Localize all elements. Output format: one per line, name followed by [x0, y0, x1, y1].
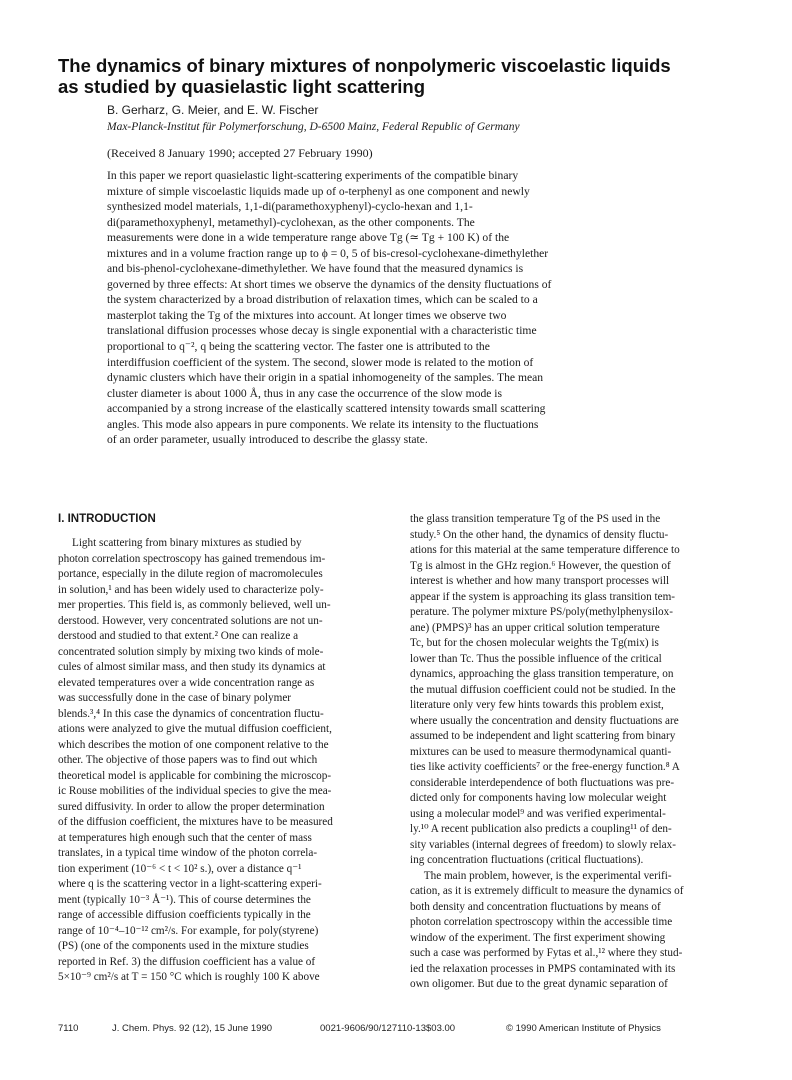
body-text-line: sity variables (internal degrees of freedom) to slowly relax-: [410, 838, 676, 851]
abstract-line: governed by three effects: At short times we observe the dynamics of the density fluctuations of: [107, 277, 552, 291]
abstract-line: dynamic clusters which have their origin in a spatial inhomogeneity of the samples. The mean: [107, 371, 544, 385]
body-text-line: ing concentration fluctuations (critical fluctuations).: [410, 854, 644, 866]
left-column: [58, 512, 384, 986]
body-text-line: ane) (PMPS)³ has an upper critical solution temperature: [410, 621, 660, 634]
abstract-line: mixture of simple viscoelastic liquids made up of o-terphenyl as one component and newly: [107, 184, 530, 198]
body-text-line: ic Rouse mobilities of the individual species to give the mea-: [58, 785, 332, 797]
received-dates: (Received 8 January 1990; accepted 27 February 1990): [107, 146, 373, 160]
abstract-line: mixtures and in a volume fraction range up to ϕ = 0, 5 of bis-cresol-cyclohexane-dimethylether: [107, 246, 549, 260]
body-text-line: using a molecular model⁹ and was verified experimental-: [410, 807, 666, 820]
body-text-line: mixtures can be used to measure thermodynamical quanti-: [410, 745, 672, 758]
author-affiliation: Max-Planck-Institut für Polymerforschung, D-6500 Mainz, Federal Republic of Germany: [107, 121, 520, 133]
body-text-line: other. The objective of those papers was to find out which: [58, 754, 318, 766]
abstract-line: interdiffusion coefficient of the system. The second, slower mode is related to the motion of: [107, 355, 534, 369]
body-text-line: ations were analyzed to give the mutual diffusion coefficient,: [58, 723, 332, 735]
body-text-line: literature only very few hints towards this problem exist,: [410, 699, 664, 711]
body-text-line: derstood and studied to that extent.² One can realize a: [58, 630, 299, 642]
body-text-line: concentrated solution simply by mixing two kinds of mole-: [58, 645, 324, 658]
body-text-line: Tc, but for the chosen molecular weights the Tg(mix) is: [410, 637, 659, 649]
body-text-line: at temperatures high enough such that the center of mass: [58, 831, 312, 844]
body-text-line: range of accessible diffusion coefficients typically in the: [58, 909, 311, 921]
body-text-line: mer properties. This field is, as commonly believed, well un-: [58, 599, 331, 611]
body-text-line: photon correlation spectroscopy has gained tremendous im-: [58, 552, 326, 565]
body-text-line: lower than Tc. Thus the possible influence of the critical: [410, 652, 662, 665]
abstract-line: In this paper we report quasielastic light-scattering experiments of the compatible binary: [107, 169, 519, 182]
body-text-line: 5×10⁻⁹ cm²/s at T = 150 °C which is roughly 100 K above: [58, 971, 320, 983]
body-text-line: sured diffusivity. In order to allow the proper determination: [58, 800, 325, 813]
body-text-line: assumed to be independent and light scattering from binary: [410, 730, 676, 742]
body-text-line: own oligomer. But due to the great dynamic separation of: [410, 978, 668, 990]
body-text-line: tion experiment (10⁻⁶ < t < 10² s.), over a distance q⁻¹: [58, 862, 302, 875]
abstract-line: synthesized model materials, 1,1-di(paramethoxyphenyl)-cyclo-hexan and 1,1-: [107, 200, 473, 214]
body-text-line: perature. The polymer mixture PS/poly(methylphenysilox-: [410, 606, 673, 618]
body-text-line: portance, especially in the dilute region of macromolecules: [58, 568, 323, 580]
title-line: The dynamics of binary mixtures of nonpolymeric viscoelastic liquids: [58, 55, 671, 76]
body-text-line: interest is whether and how many transport processes will: [410, 575, 670, 587]
journal-citation: J. Chem. Phys. 92 (12), 15 June 1990: [112, 1023, 273, 1034]
body-text-line: the glass transition temperature Tg of the PS used in the: [410, 513, 661, 525]
abstract-line: accompanied by a strong increase of the elastically scattered intensity towards small scattering: [107, 402, 546, 416]
article-code: 0021-9606/90/127110-13$03.00: [320, 1023, 456, 1034]
body-text-line: window of the experiment. The first experiment showing: [410, 931, 666, 944]
body-text-line: which describes the motion of one component relative to the: [58, 738, 329, 751]
body-text-line: of the diffusion coefficient, the mixtures have to be measured: [58, 816, 333, 828]
abstract-line: of an order parameter, usually introduced to describe the glassy state.: [107, 433, 428, 447]
abstract-line: masterplot taking the Tg of the mixtures into account. At longer times we observe two: [107, 308, 507, 322]
body-text-line: where usually the concentration and density fluctuations are: [410, 714, 679, 727]
page-number: 7110: [58, 1023, 79, 1034]
body-text-line: the mutual diffusion coefficient could not be studied. In the: [410, 683, 676, 696]
body-text-line: photon correlation spectroscopy within the accessible time: [410, 916, 673, 928]
body-text-line: ly.¹⁰ A recent publication also predicts a coupling¹¹ of den-: [410, 823, 672, 835]
body-text-line: translates, in a typical time window of the photon correla-: [58, 847, 318, 859]
body-text-line: considerable interdependence of both fluctuations was pre-: [410, 776, 675, 789]
abstract-line: the system characterized by a broad distribution of relaxation times, which can be scaled to a: [107, 293, 538, 307]
body-text-line: Light scattering from binary mixtures as studied by: [58, 537, 302, 549]
body-text-line: where q is the scattering vector in a light-scattering experi-: [58, 878, 322, 890]
abstract-line: measurements were done in a wide temperature range above Tg (≃ Tg + 100 K) of the: [107, 231, 510, 245]
body-text-line: ties like activity coefficients⁷ or the free-energy function.⁸ A: [410, 761, 680, 773]
abstract: [107, 168, 662, 448]
body-text-line: The main problem, however, is the experimental verifi-: [410, 869, 672, 882]
right-column: [410, 512, 736, 993]
section-heading: I. INTRODUCTION: [58, 513, 156, 525]
body-text-line: (PS) (one of the components used in the mixture studies: [58, 940, 309, 952]
body-text-line: dicted only for components having low molecular weight: [410, 792, 667, 804]
body-text-line: cation, as it is extremely difficult to measure the dynamics of: [410, 885, 684, 897]
abstract-line: proportional to q⁻², q being the scattering vector. The faster one is attributed to the: [107, 340, 490, 354]
abstract-line: and bis-phenol-cyclohexane-dimethylether. We have found that the measured dynamics is: [107, 262, 524, 276]
body-text-line: theoretical model is applicable for combining the microscop-: [58, 769, 332, 782]
body-text-line: Tg is almost in the GHz region.⁶ However, the question of: [410, 559, 671, 572]
abstract-line: angles. This mode also appears in pure components. We relate its intensity to the fluctuations: [107, 417, 539, 431]
body-text-line: ied the relaxation processes in PMPS contaminated with its: [410, 962, 676, 975]
abstract-line: cluster diameter is about 1000 Å, thus in any case the occurrence of the slow mode is: [107, 386, 503, 400]
body-text-line: derstood. However, very concentrated solutions are not un-: [58, 614, 323, 627]
body-text-line: in solution,¹ and has been widely used to characterize poly-: [58, 583, 324, 596]
body-text-line: study.⁵ On the other hand, the dynamics of density fluctu-: [410, 528, 669, 541]
body-text-line: appear if the system is approaching its glass transition tem-: [410, 590, 676, 603]
title-line: as studied by quasielastic light scattering: [58, 76, 426, 97]
body-text-line: blends.³,⁴ In this case the dynamics of concentration fluctu-: [58, 707, 324, 720]
body-text-line: reported in Ref. 3) the diffusion coefficient has a value of: [58, 955, 316, 968]
body-text-line: was successfully done in the case of binary polymer: [58, 692, 292, 704]
body-text-line: elevated temperatures over a wide concentration range as: [58, 676, 315, 689]
copyright-notice: © 1990 American Institute of Physics: [506, 1023, 661, 1034]
body-text-line: ations for this material at the same temperature difference to: [410, 544, 680, 556]
body-text-line: cules of almost similar mass, and then study its dynamics at: [58, 661, 326, 673]
abstract-line: translational diffusion processes whose decay is single exponential with a characteristic time: [107, 324, 537, 338]
body-text-line: both density and concentration fluctuations by means of: [410, 900, 661, 913]
body-text-line: ment (typically 10⁻³ Å⁻¹). This of course determines the: [58, 893, 311, 906]
body-text-line: range of 10⁻⁴–10⁻¹² cm²/s. For example, for poly(styrene): [58, 924, 319, 937]
abstract-line: di(paramethoxyphenyl, metamethyl)-cyclohexan, as the other components. The: [107, 215, 475, 229]
body-text-line: dynamics, approaching the glass transition temperature, on: [410, 668, 674, 680]
body-text-line: such a case was performed by Fytas et al.,¹² where they stud-: [410, 947, 683, 959]
article-title: [58, 55, 738, 97]
author-list: B. Gerharz, G. Meier, and E. W. Fischer: [107, 103, 319, 117]
